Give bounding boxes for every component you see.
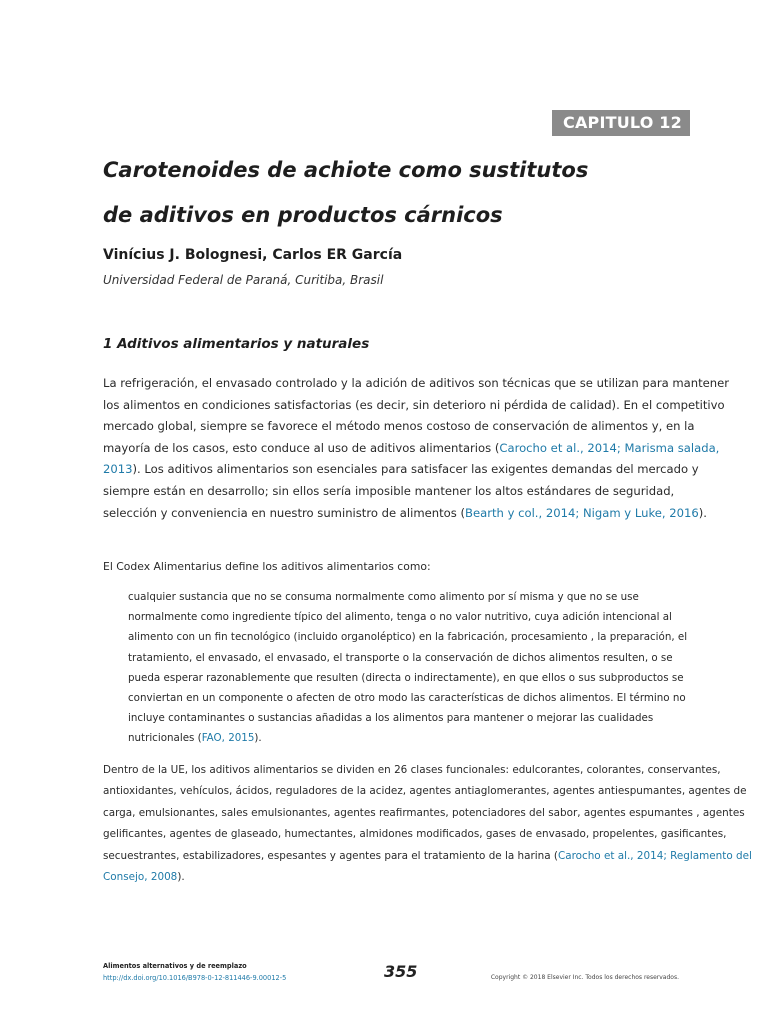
- text-line: [103, 760, 721, 781]
- paragraph-codex: El Codex Alimentarius define los aditivos alimentarios como:: [103, 560, 431, 573]
- text-line: [103, 781, 747, 802]
- text-line: [128, 607, 688, 627]
- text-run: selección y conveniencia en nuestro suministro de alimentos (: [103, 505, 466, 520]
- text-line: [103, 416, 695, 438]
- text-run: ).: [177, 871, 185, 884]
- footer-journal-title: Alimentos alternativos y de reemplazo: [103, 962, 247, 970]
- footer-copyright: Copyright © 2018 Elsevier Inc. Todos los derechos reservados.: [490, 974, 679, 981]
- block-quote-definition: [128, 587, 688, 749]
- text-run: los alimentos en condiciones satisfactorias (es decir, sin deterioro ni pérdida de calidad). En el competitivo: [103, 397, 725, 412]
- text-line: [103, 438, 720, 460]
- paragraph-eu-classes: [103, 760, 752, 888]
- paragraph-intro: [103, 373, 730, 524]
- text-line: [128, 688, 688, 708]
- text-run: normalmente como ingrediente típico del alimento, tenga o no valor nutritivo, cuya adición intencional al: [128, 611, 672, 624]
- chapter-title: [103, 148, 663, 238]
- text-run: La refrigeración, el envasado controlado y la adición de aditivos son técnicas que se utilizan para mantener: [103, 376, 730, 390]
- citation-link[interactable]: Carocho et al., 2014; Reglamento del: [557, 849, 752, 862]
- text-run: alimento con un fin tecnológico (incluido organoléptico) en la fabricación, procesamiento , la preparación, el: [128, 631, 688, 644]
- citation-link[interactable]: Carocho et al., 2014; Marisma salada,: [499, 440, 720, 455]
- text-line: [103, 459, 699, 481]
- text-line: [103, 803, 745, 824]
- text-run: ).: [698, 505, 707, 520]
- text-line: [103, 373, 730, 395]
- text-line: [128, 648, 688, 668]
- text-run: ).: [254, 732, 262, 745]
- text-line: [103, 867, 683, 888]
- chapter-title-line-2: de aditivos en productos cárnicos: [103, 203, 503, 227]
- text-run: Dentro de la UE, los aditivos alimentarios se dividen en 26 clases funcionales: edulcorantes, colorantes, conservantes,: [103, 764, 721, 776]
- page-number: 355: [384, 962, 418, 981]
- citation-link[interactable]: FAO, 2015: [201, 732, 255, 745]
- chapter-badge: CAPITULO 12: [552, 110, 690, 136]
- text-line: [103, 481, 683, 503]
- text-run: mercado global, siempre se favorece el método menos costoso de conservación de alimentos y, en la: [103, 419, 695, 434]
- text-run: mayoría de los casos, esto conduce al uso de aditivos alimentarios (: [103, 440, 500, 455]
- author-list: Vinícius J. Bolognesi, Carlos ER García: [103, 247, 403, 263]
- citation-link[interactable]: 2013: [103, 462, 133, 477]
- text-run: gelificantes, agentes de glaseado, humectantes, almidones modificados, gases de envasado, propelentes, gasificantes,: [103, 828, 727, 841]
- text-line: [128, 668, 688, 688]
- text-run: carga, emulsionantes, sales emulsionantes, agentes reafirmantes, potenciadores del sabor, agentes espumantes , agentes: [103, 806, 745, 819]
- chapter-title-line-1: Carotenoides de achiote como sustitutos: [103, 158, 589, 182]
- text-line: [103, 846, 752, 867]
- text-run: ). Los aditivos alimentarios son esenciales para satisfacer las exigentes demandas del mercado y: [132, 462, 699, 477]
- citation-link[interactable]: Consejo, 2008: [103, 871, 178, 884]
- text-run: secuestrantes, estabilizadores, espesantes y agentes para el tratamiento de la harina (: [103, 849, 558, 862]
- text-line: [128, 728, 688, 748]
- text-line: [128, 627, 688, 647]
- text-line: [128, 587, 688, 607]
- text-run: antioxidantes, vehículos, ácidos, reguladores de la acidez, agentes antiaglomerantes, agentes antiespumantes, agentes de: [103, 785, 747, 798]
- text-line: [103, 395, 725, 417]
- text-line: [103, 824, 727, 845]
- text-run: incluye contaminantes o sustancias añadidas a los alimentos para mantener o mejorar las cualidades: [128, 712, 654, 725]
- text-run: siempre están en desarrollo; sin ellos sería imposible mantener los altos estándares de seguridad,: [103, 483, 675, 498]
- text-run: tratamiento, el envasado, el envasado, el transporte o la conservación de dichos alimentos resulten, o se: [128, 651, 673, 664]
- citation-link[interactable]: Bearth y col., 2014; Nigam y Luke, 2016: [465, 505, 699, 520]
- text-line: [128, 708, 688, 728]
- text-run: conviertan en un componente o afecten de otro modo las características de dichos alimentos. El término no: [128, 692, 686, 705]
- text-run: nutricionales (: [128, 732, 202, 745]
- text-run: pueda esperar razonablemente que resulten (directa o indirectamente), en que ellos o sus subproductos se: [128, 671, 684, 684]
- section-heading: 1 Aditivos alimentarios y naturales: [103, 336, 370, 352]
- footer-doi-link[interactable]: http://dx.doi.org/10.1016/B978-0-12-811446-9.00012-5: [103, 974, 287, 982]
- text-run: cualquier sustancia que no se consuma normalmente como alimento por sí misma y que no se use: [128, 591, 639, 603]
- author-affiliation: Universidad Federal de Paraná, Curitiba, Brasil: [103, 273, 384, 287]
- text-line: [103, 503, 707, 525]
